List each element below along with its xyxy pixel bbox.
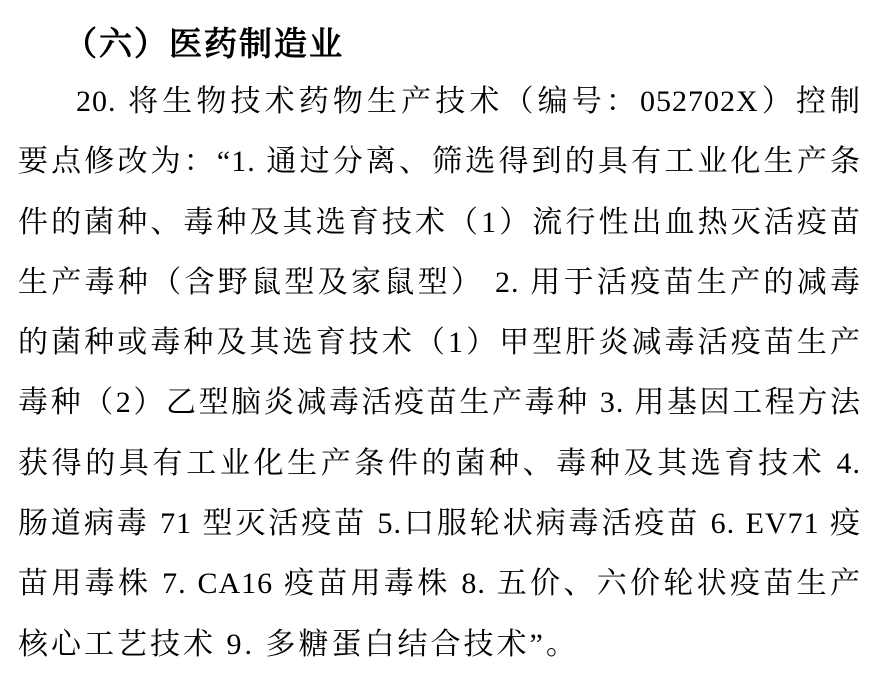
paragraph-line: 要点修改为：“1. 通过分离、筛选得到的具有工业化生产条: [18, 145, 861, 179]
section-heading: （六）医药制造业: [64, 26, 344, 63]
paragraph-line: 件的菌种、毒种及其选育技术（1）流行性出血热灭活疫苗: [18, 205, 861, 239]
paragraph-line: 生产毒种（含野鼠型及家鼠型） 2. 用于活疫苗生产的减毒: [18, 265, 861, 299]
paragraph-line: 毒种（2）乙型脑炎减毒活疫苗生产毒种 3. 用基因工程方法: [18, 386, 861, 420]
paragraph-line: 20. 将生物技术药物生产技术（编号：052702X）控制: [76, 85, 861, 118]
paragraph-line: 肠道病毒 71 型灭活疫苗 5.口服轮状病毒活疫苗 6. EV71 疫: [18, 507, 861, 541]
paragraph-line: 的菌种或毒种及其选育技术（1）甲型肝炎减毒活疫苗生产: [18, 326, 861, 360]
paragraph-line: 苗用毒株 7. CA16 疫苗用毒株 8. 五价、六价轮状疫苗生产: [18, 567, 861, 601]
paragraph-line: 获得的具有工业化生产条件的菌种、毒种及其选育技术 4.: [18, 446, 861, 480]
paragraph-line: 核心工艺技术 9. 多糖蛋白结合技术”。: [18, 627, 579, 661]
paragraph: [0, 72, 887, 675]
